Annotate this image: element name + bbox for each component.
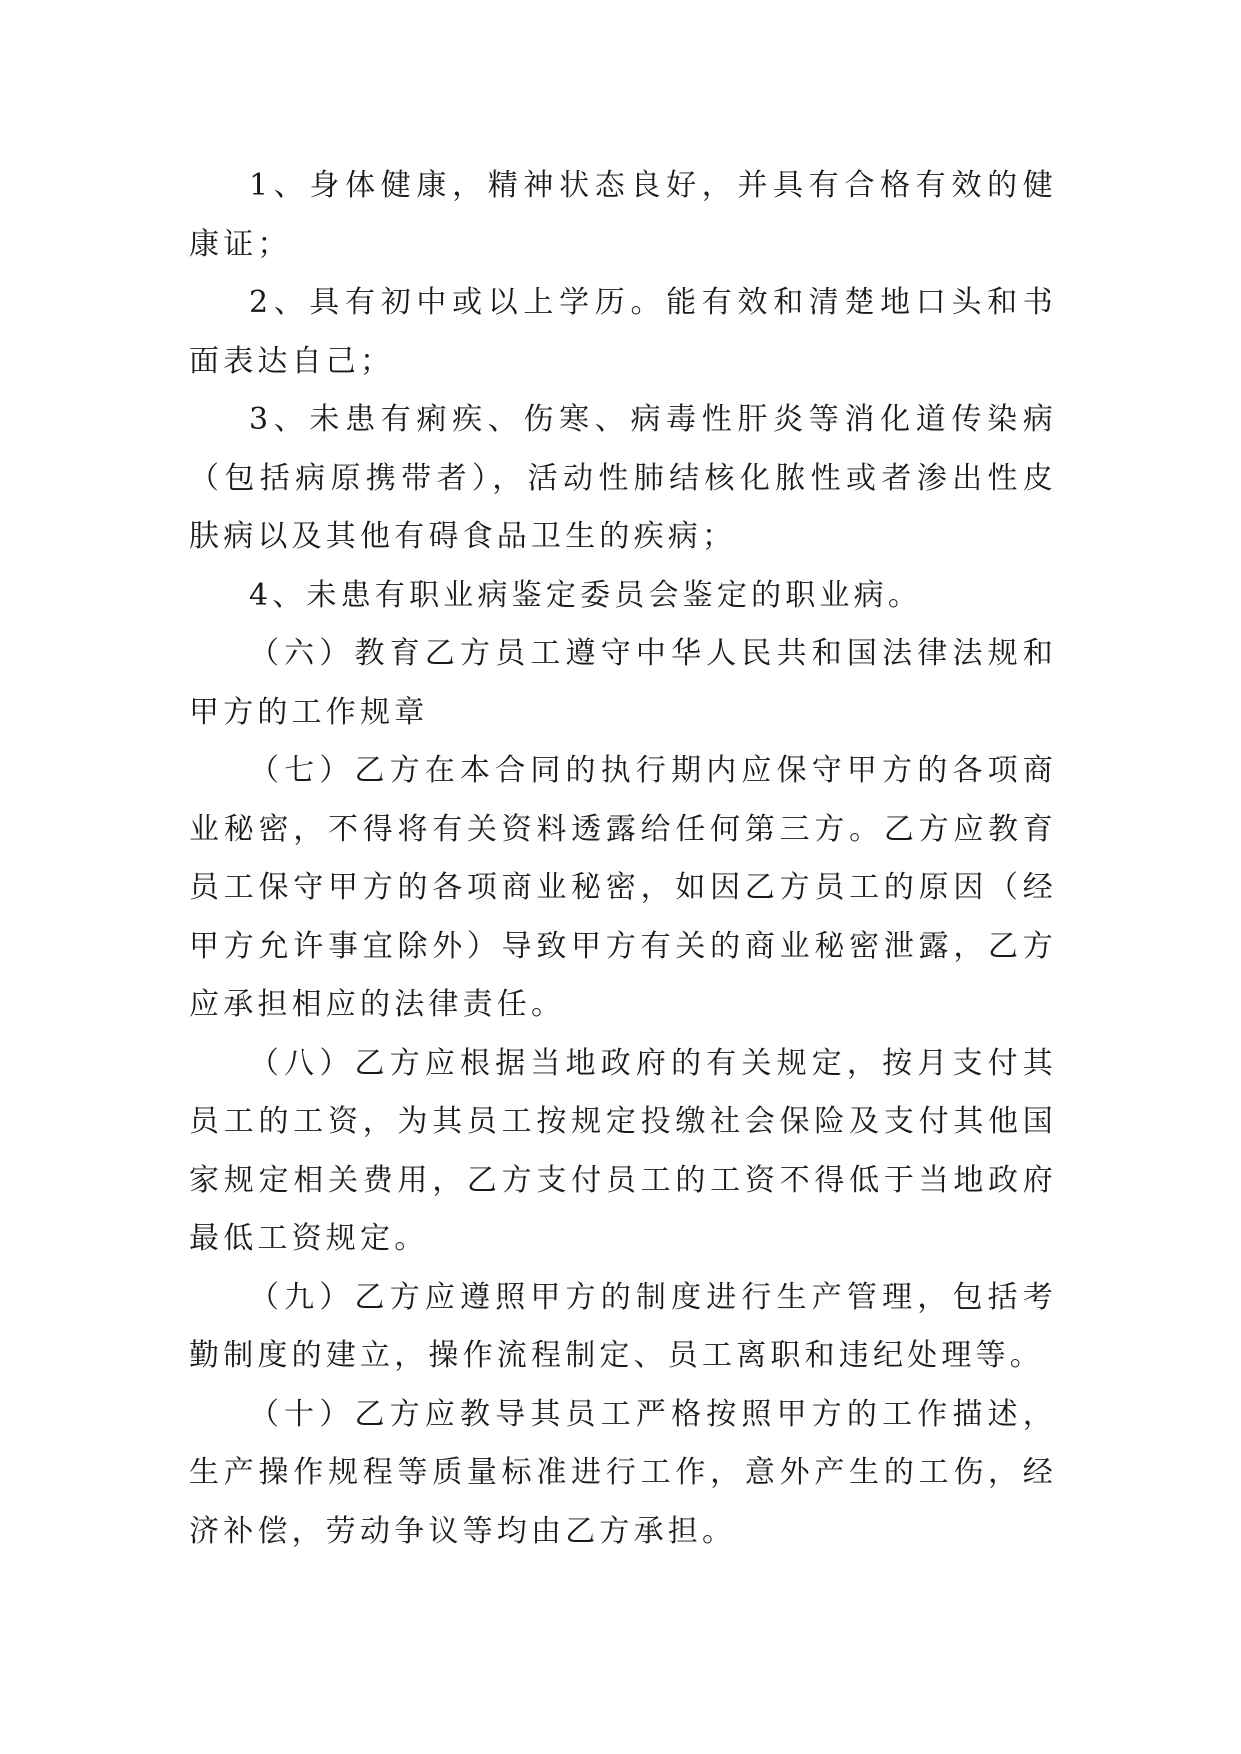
paragraph-clause-8: （八）乙方应根据当地政府的有关规定，按月支付其员工的工资，为其员工按规定投缴社会保险及支付其他国家规定相关费用，乙方支付员工的工资不得低于当地政府最低工资规定。 (189, 1045, 1057, 1256)
paragraph-requirement-disease: 3、未患有痢疾、伤寒、病毒性肝炎等消化道传染病（包括病原携带者），活动性肺结核化脓性或者渗出性皮肤病以及其他有碍食品卫生的疾病； (189, 402, 1057, 554)
paragraph-clause-9: （九）乙方应遵照甲方的制度进行生产管理，包括考勤制度的建立，操作流程制定、员工离职和违纪处理等。 (189, 1279, 1057, 1373)
paragraph-requirement-health: 1、身体健康，精神状态良好，并具有合格有效的健康证； (189, 168, 1057, 262)
paragraph-clause-6: （六）教育乙方员工遵守中华人民共和国法律法规和甲方的工作规章 (189, 636, 1057, 730)
document-body (189, 157, 1057, 1561)
paragraph-clause-7: （七）乙方在本合同的执行期内应保守甲方的各项商业秘密，不得将有关资料透露给任何第三方。乙方应教育员工保守甲方的各项商业秘密，如因乙方员工的原因（经甲方允许事宜除外）导致甲方有关的商业秘密泄露，乙方应承担相应的法律责任。 (189, 753, 1057, 1022)
paragraph-requirement-education: 2、具有初中或以上学历。能有效和清楚地口头和书面表达自己； (189, 285, 1057, 379)
paragraph-requirement-occupational: 4、未患有职业病鉴定委员会鉴定的职业病。 (249, 577, 923, 613)
paragraph-clause-10: （十）乙方应教导其员工严格按照甲方的工作描述，生产操作规程等质量标准进行工作，意外产生的工伤，经济补偿，劳动争议等均由乙方承担。 (189, 1396, 1057, 1549)
